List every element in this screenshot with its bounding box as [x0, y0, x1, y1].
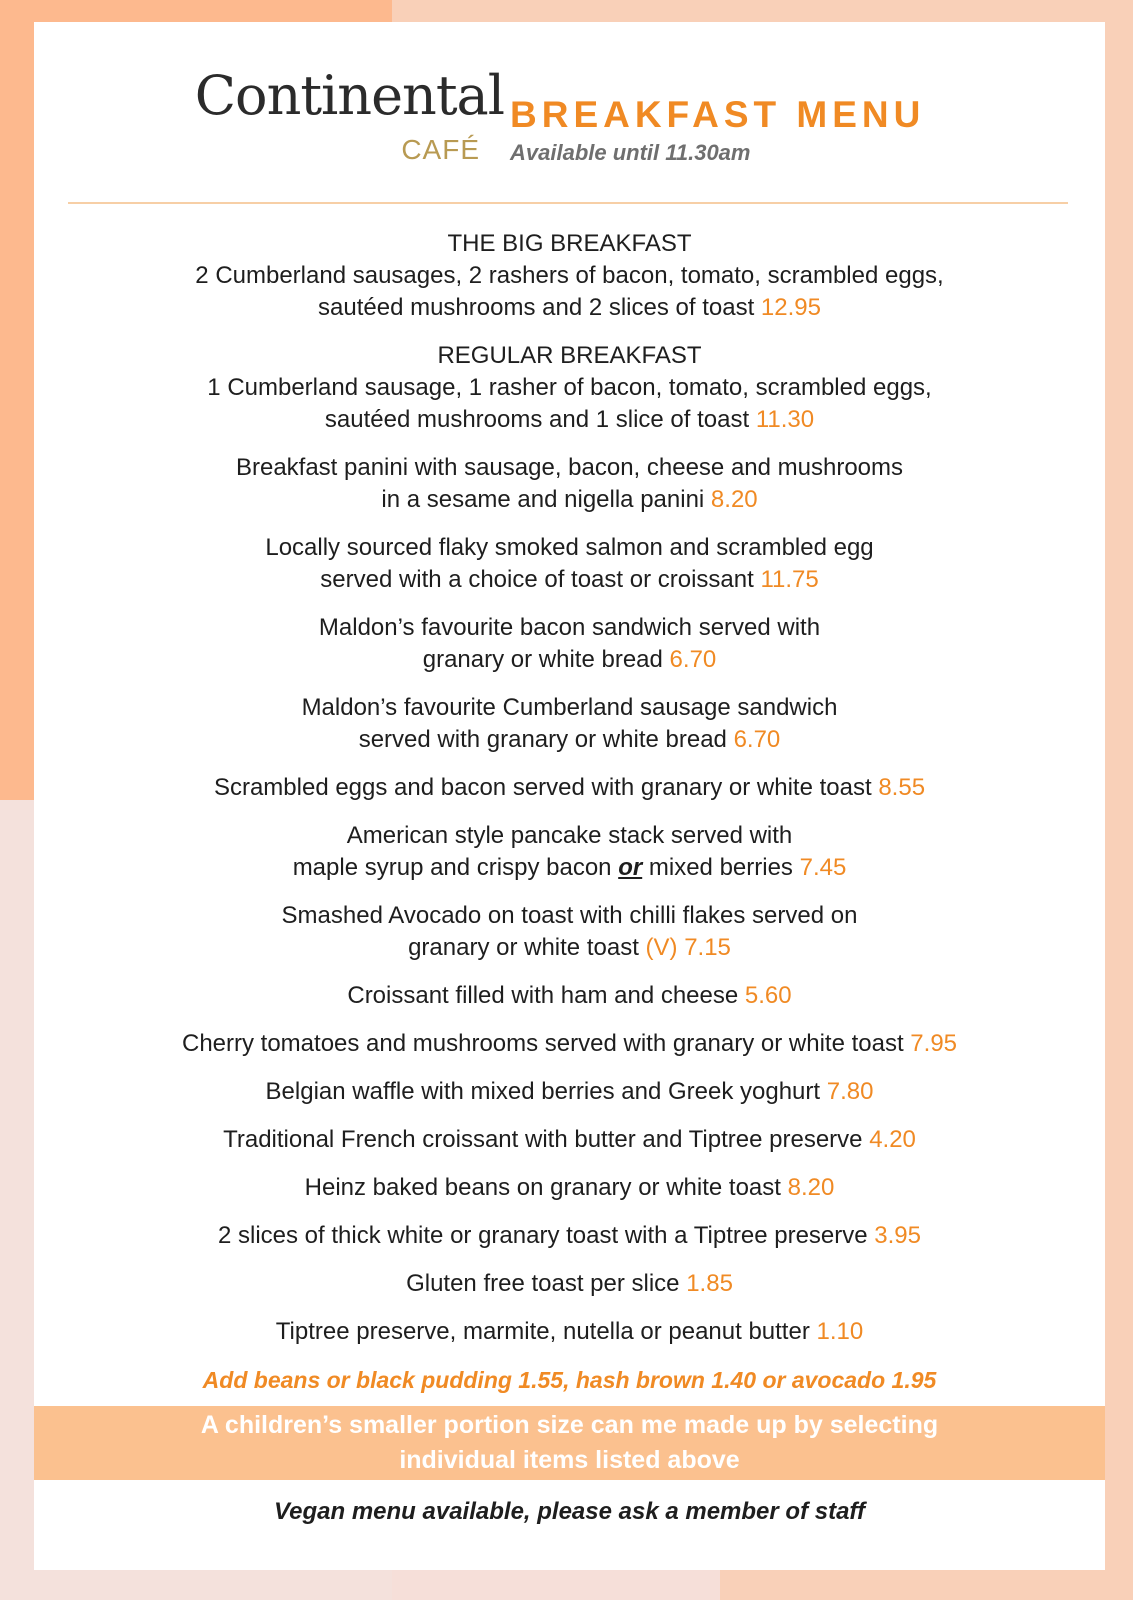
divider — [68, 202, 1068, 204]
item-price: 4.20 — [869, 1126, 916, 1153]
menu-item — [34, 612, 1105, 676]
kids-note-line: A children’s smaller portion size can me made up by selecting — [200, 1411, 939, 1439]
menu-item — [34, 340, 1105, 436]
item-price: 7.45 — [799, 854, 847, 881]
menu-items — [34, 228, 1105, 1396]
item-description: Tiptree preserve, marmite, nutella or peanut butter — [275, 1318, 810, 1345]
item-description: 2 slices of thick white or granary toast with a Tiptree preserve — [217, 1222, 868, 1249]
item-description: Croissant filled with ham and cheese — [347, 982, 739, 1009]
item-description: Heinz baked beans on granary or white toast — [304, 1174, 781, 1201]
menu-subtitle: Available until 11.30am — [510, 140, 751, 165]
item-price: (V) 7.15 — [645, 934, 731, 961]
item-price: 3.95 — [874, 1222, 921, 1249]
item-emphasis: or — [618, 854, 643, 881]
item-description: Gluten free toast per slice — [406, 1270, 680, 1297]
item-description: granary or white toast — [408, 934, 639, 961]
item-description: Maldon’s favourite Cumberland sausage sandwich — [301, 694, 838, 721]
menu-item — [34, 772, 1105, 804]
kids-note-line: individual items listed above — [399, 1446, 740, 1474]
item-description: 1 Cumberland sausage, 1 rasher of bacon, tomato, scrambled eggs, — [207, 374, 932, 401]
item-description: Belgian waffle with mixed berries and Greek yoghurt — [265, 1078, 821, 1105]
item-price: 8.20 — [787, 1174, 835, 1201]
logo-sub: CAFÉ — [401, 134, 480, 165]
item-description: maple syrup and crispy bacon — [292, 854, 612, 881]
item-price: 8.55 — [878, 774, 926, 801]
menu-item — [34, 980, 1105, 1012]
menu-item — [34, 1028, 1105, 1060]
cafe-logo — [184, 56, 504, 196]
item-price: 12.95 — [760, 294, 821, 321]
item-price: 11.30 — [755, 406, 815, 433]
vegan-note: Vegan menu available, please ask a member of staff — [274, 1498, 865, 1525]
item-description: 2 Cumberland sausages, 2 rashers of bacon, tomato, scrambled eggs, — [195, 262, 944, 289]
item-description: served with granary or white bread — [358, 726, 727, 753]
item-description: Maldon’s favourite bacon sandwich served with — [318, 614, 821, 641]
item-price: 5.60 — [744, 982, 792, 1009]
item-description: Traditional French croissant with butter and Tiptree preserve — [223, 1126, 863, 1153]
menu-item — [34, 1124, 1105, 1156]
menu-item — [34, 900, 1105, 964]
menu-item — [34, 820, 1105, 884]
item-description: Locally sourced flaky smoked salmon and scrambled egg — [265, 534, 874, 561]
kids-note-band — [34, 1406, 1105, 1480]
addons-note: Add beans or black pudding 1.55, hash brown 1.40 or avocado 1.95 — [202, 1367, 937, 1393]
item-heading: THE BIG BREAKFAST — [447, 230, 692, 257]
item-description: served with a choice of toast or croissant — [320, 566, 754, 593]
menu-title: BREAKFAST MENU — [510, 94, 926, 135]
item-description: mixed berries — [648, 854, 793, 881]
menu-item — [34, 1316, 1105, 1348]
item-price: 1.85 — [686, 1270, 733, 1297]
item-heading: REGULAR BREAKFAST — [437, 342, 702, 369]
item-price: 1.10 — [816, 1318, 864, 1345]
item-description: Breakfast panini with sausage, bacon, cheese and mushrooms — [235, 454, 904, 481]
item-price: 7.95 — [910, 1030, 958, 1057]
item-price: 6.70 — [669, 646, 717, 673]
menu-item — [34, 228, 1105, 324]
menu-item — [34, 1172, 1105, 1204]
item-price: 7.80 — [826, 1078, 874, 1105]
menu-item — [34, 532, 1105, 596]
item-price: 6.70 — [733, 726, 781, 753]
item-description: sautéed mushrooms and 1 slice of toast — [324, 406, 750, 433]
item-price: 8.20 — [710, 486, 758, 513]
item-description: sautéed mushrooms and 2 slices of toast — [318, 294, 755, 321]
item-description: American style pancake stack served with — [346, 822, 793, 849]
logo-name: Continental — [194, 64, 504, 127]
menu-item — [34, 1268, 1105, 1300]
menu-item — [34, 1076, 1105, 1108]
menu-item — [34, 452, 1105, 516]
item-description: Scrambled eggs and bacon served with granary or white toast — [213, 774, 872, 801]
menu-card — [34, 22, 1105, 1570]
item-price: 11.75 — [760, 566, 819, 593]
menu-item — [34, 692, 1105, 756]
item-description: granary or white bread — [422, 646, 663, 673]
item-description: Cherry tomatoes and mushrooms served with granary or white toast — [181, 1030, 904, 1057]
item-description: in a sesame and nigella panini — [381, 486, 705, 513]
item-description: Smashed Avocado on toast with chilli flakes served on — [281, 902, 858, 929]
menu-item — [34, 1220, 1105, 1252]
